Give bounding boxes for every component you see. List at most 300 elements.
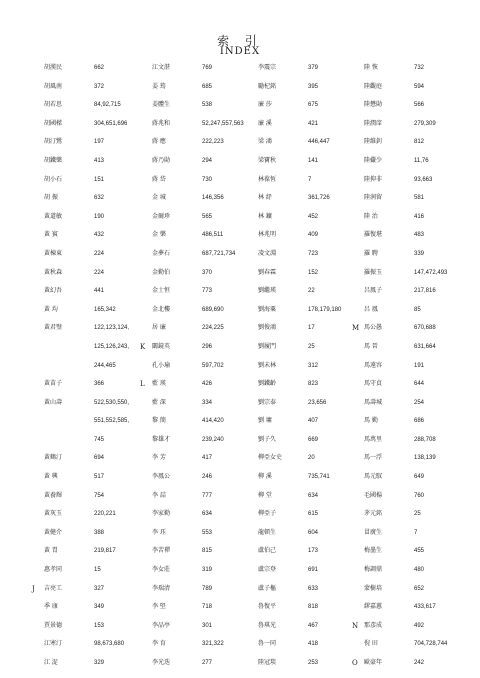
page-title: 索 引	[217, 34, 263, 48]
entry-name: 梅墨生	[364, 547, 383, 555]
entry-pages: 662	[94, 65, 105, 71]
index-column-1	[32, 64, 156, 678]
entry-pages: 98,673,680	[94, 641, 125, 648]
entry-name: 李品亭	[152, 621, 171, 629]
entry-name: 黃秋森	[44, 268, 63, 276]
entry-pages: 138,139	[414, 455, 436, 462]
entry-name: 陸懋勛	[364, 101, 383, 109]
entry-name: 馬守貞	[364, 380, 383, 388]
entry-pages: 17	[308, 325, 315, 332]
index-entry	[152, 250, 264, 269]
entry-pages: 153	[94, 622, 105, 629]
entry-name: 柳亞子	[258, 510, 277, 518]
entry-pages: 565	[202, 213, 213, 220]
entry-pages: 239,240	[202, 436, 224, 443]
entry-pages: 644	[414, 381, 425, 388]
index-entry	[152, 213, 264, 232]
entry-pages: 818	[308, 604, 319, 611]
entry-name: 盧宗登	[258, 566, 277, 574]
index-entry	[152, 510, 264, 529]
entry-pages: 253	[308, 660, 319, 666]
entry-name: 毛國楊	[364, 491, 383, 499]
entry-pages: 414,420	[202, 418, 224, 425]
entry-name: 林 鑛	[258, 212, 272, 220]
entry-name: 李 堅	[152, 603, 166, 611]
entry-pages: 294	[202, 157, 213, 164]
entry-name: 呂 鳳	[364, 305, 378, 313]
index-entry	[152, 566, 264, 585]
entry-pages: 190	[94, 213, 105, 220]
index-entry	[152, 64, 264, 83]
index-entry	[258, 213, 370, 232]
entry-pages: 670,688	[414, 325, 436, 332]
entry-name: 黎 簡	[152, 417, 166, 425]
entry-pages: 25	[308, 343, 315, 350]
entry-name: 黃棟東	[44, 249, 63, 257]
index-entry	[44, 622, 156, 641]
entry-name: 黃養輝	[44, 491, 63, 499]
entry-name: 藍 瑛	[152, 380, 166, 388]
index-entry	[44, 83, 156, 102]
entry-name: 胡小石	[44, 175, 63, 183]
index-entry	[258, 380, 370, 399]
entry-name: 梁 鴻	[258, 138, 272, 146]
index-column-4	[352, 64, 476, 678]
entry-pages: 433,617	[414, 604, 436, 611]
index-entry	[258, 473, 370, 492]
entry-name: 李家勤	[152, 510, 171, 518]
index-entry	[258, 436, 370, 455]
entry-name: 劉繼瑛	[258, 287, 277, 295]
index-entry	[364, 83, 476, 102]
index-entry	[364, 454, 476, 473]
entry-name: 黃幻吾	[44, 287, 63, 295]
entry-pages: 686	[414, 418, 425, 425]
entry-pages: 279,309	[414, 120, 436, 127]
entry-pages: 486,511	[202, 232, 224, 239]
entry-pages: 634	[308, 492, 319, 499]
entry-pages: 327	[94, 585, 105, 592]
entry-name: 梅調鼎	[364, 566, 383, 574]
entry-pages: 685	[202, 83, 213, 90]
entry-pages: 633	[308, 585, 319, 592]
index-entry	[258, 492, 370, 511]
entry-pages: 416	[414, 213, 425, 220]
index-entry	[44, 306, 156, 325]
index-entry	[44, 659, 156, 678]
entry-name: 魯琪光	[258, 621, 277, 629]
index-entry	[152, 231, 264, 250]
entry-name: 江 浞	[44, 659, 58, 666]
entry-name: 黃灰玉	[44, 510, 63, 518]
index-entry	[258, 120, 370, 139]
entry-name: 李鳳公	[152, 473, 171, 481]
index-entry	[258, 417, 370, 436]
entry-name: 羅復堪	[364, 231, 383, 239]
entry-name: 劉履門	[258, 342, 277, 350]
index-entry	[258, 454, 370, 473]
index-entry	[44, 603, 156, 622]
entry-name: 黃苗子	[44, 380, 63, 388]
index-entry	[152, 622, 264, 641]
entry-pages: 339	[414, 250, 425, 257]
index-entry	[152, 454, 264, 473]
index-entry	[152, 194, 264, 213]
entry-pages: 467	[308, 622, 319, 629]
entry-pages: 522,530,550,	[94, 399, 130, 406]
entry-name: 廉 莎	[258, 101, 272, 109]
entry-name: 陸儼少	[364, 156, 383, 164]
entry-pages: 254	[414, 399, 425, 406]
index-entry	[364, 399, 476, 418]
entry-pages: 823	[308, 381, 319, 388]
entry-pages: 224	[94, 250, 105, 257]
index-entry	[152, 101, 264, 120]
entry-name: 羅振玉	[364, 268, 383, 276]
entry-pages: 25	[414, 511, 421, 518]
entry-pages: 288,708	[414, 436, 436, 443]
entry-pages: 165,342	[94, 306, 116, 313]
index-entry	[44, 194, 156, 213]
entry-pages: 301	[202, 622, 213, 629]
entry-name: 歐豪年	[364, 659, 383, 666]
index-entry	[152, 492, 264, 511]
entry-name: 黃君璧	[44, 324, 63, 332]
section-letter: N	[352, 621, 359, 630]
entry-name: 馬遠容	[364, 361, 383, 369]
entry-pages: 146,356	[202, 195, 224, 202]
page-subtitle: INDEX	[219, 46, 261, 57]
entry-name: 黃 胄	[44, 547, 58, 555]
entry-pages: 669	[308, 436, 319, 443]
index-entry	[152, 640, 264, 659]
index-entry	[258, 529, 370, 548]
index-entry	[44, 324, 156, 343]
index-entry	[44, 640, 156, 659]
entry-name: 馬壽城	[364, 398, 383, 406]
index-entry	[32, 584, 156, 604]
index-entry	[152, 120, 264, 139]
entry-pages: 20	[308, 455, 315, 462]
entry-pages: 370	[202, 269, 213, 276]
entry-pages: 197	[94, 139, 105, 146]
entry-name: 冒廣生	[364, 528, 383, 536]
entry-pages: 217,816	[414, 288, 436, 295]
index-entry	[364, 213, 476, 232]
entry-pages: 691	[308, 567, 319, 574]
index-entry	[258, 138, 370, 157]
entry-name: 李光迭	[152, 659, 171, 666]
entry-name: 柳亞女史	[258, 454, 283, 462]
index-entry	[44, 101, 156, 120]
index-entry	[364, 138, 476, 157]
index-entry	[152, 585, 264, 604]
entry-name: 胡國樑	[44, 119, 63, 127]
entry-pages: 773	[202, 288, 213, 295]
entry-name: 賈景德	[44, 621, 63, 629]
entry-pages: 492	[414, 622, 425, 629]
entry-name: 李 芳	[152, 454, 166, 462]
entry-name: 蒙樹培	[364, 584, 383, 592]
entry-pages: 122,123,124,	[94, 325, 130, 332]
entry-pages: 632	[94, 195, 105, 202]
entry-name: 那彥成	[364, 621, 383, 629]
entry-name: 闞鏡英	[152, 342, 171, 350]
entry-pages: 15	[94, 567, 101, 574]
entry-name: 胡漢民	[44, 64, 63, 71]
entry-pages: 421	[308, 120, 319, 127]
entry-pages: 296	[202, 343, 213, 350]
entry-name: 盧子樞	[258, 584, 277, 592]
index-entry	[258, 287, 370, 306]
index-entry	[364, 473, 476, 492]
entry-pages: 220,221	[94, 511, 116, 518]
index-entry	[152, 547, 264, 566]
entry-pages: 321,322	[202, 641, 224, 648]
entry-pages: 244,465	[94, 362, 116, 369]
index-entry	[44, 566, 156, 585]
entry-pages: 413	[94, 157, 105, 164]
entry-name: 魯復平	[258, 603, 277, 611]
entry-name: 吉亮工	[44, 584, 63, 592]
entry-pages: 446,447	[308, 139, 330, 146]
index-entry	[152, 138, 264, 157]
index-entry	[258, 269, 370, 288]
index-entry	[44, 399, 156, 418]
entry-name: 劉 墉	[258, 417, 272, 425]
entry-pages: 615	[308, 511, 319, 518]
index-entry	[352, 324, 476, 343]
entry-pages: 551,552,585,	[94, 418, 130, 425]
entry-pages: 242	[414, 660, 425, 666]
index-entry	[140, 342, 264, 362]
entry-name: 黃 賓	[44, 231, 58, 239]
entry-pages: 649	[414, 474, 425, 481]
entry-pages: 718	[202, 604, 213, 611]
entry-pages: 366	[94, 381, 105, 388]
entry-pages: 372	[94, 83, 105, 90]
index-entry	[364, 176, 476, 195]
index-entry	[152, 399, 264, 418]
index-entry	[44, 492, 156, 511]
entry-name: 李 育	[152, 640, 166, 648]
entry-name: 藍 深	[152, 398, 166, 406]
entry-name: 呂鳳子	[364, 287, 383, 295]
entry-name: 凌文淵	[258, 249, 277, 257]
index-entry	[364, 640, 476, 659]
entry-pages: 141	[308, 157, 319, 164]
index-entry	[152, 287, 264, 306]
entry-pages: 517	[94, 474, 105, 481]
entry-pages: 125,126,243,	[94, 343, 130, 350]
index-entry	[258, 585, 370, 604]
index-entry	[44, 417, 156, 436]
index-entry	[364, 566, 476, 585]
entry-name: 黃鶴汀	[44, 454, 63, 462]
entry-pages: 224	[94, 269, 105, 276]
entry-name: 劉海粟	[258, 305, 277, 313]
index-entry	[258, 640, 370, 659]
entry-pages: 730	[202, 176, 213, 183]
entry-name: 陸 治	[364, 212, 378, 220]
entry-name: 劉宗泰	[258, 398, 277, 406]
index-entry	[44, 157, 156, 176]
entry-name: 劉俊鴻	[258, 324, 277, 332]
index-entry	[258, 362, 370, 381]
entry-name: 金北樓	[152, 305, 171, 313]
entry-pages: 349	[94, 604, 105, 611]
index-entry	[364, 510, 476, 529]
entry-pages: 594	[414, 83, 425, 90]
index-entry	[364, 120, 476, 139]
entry-name: 金勤伯	[152, 268, 171, 276]
entry-pages: 432	[94, 232, 105, 239]
entry-pages: 754	[94, 492, 105, 499]
entry-name: 倪 田	[364, 640, 378, 648]
index-entry	[44, 547, 156, 566]
entry-pages: 7	[308, 176, 312, 183]
entry-name: 繆嘉蕙	[364, 603, 383, 611]
index-entry	[258, 510, 370, 529]
entry-pages: 178,179,180	[308, 306, 342, 313]
entry-pages: 85	[414, 306, 421, 313]
index-entry	[152, 83, 264, 102]
index-entry	[364, 269, 476, 288]
index-entry	[152, 269, 264, 288]
entry-name: 陸 恢	[364, 64, 378, 71]
index-entry	[364, 547, 476, 566]
index-entry	[152, 603, 264, 622]
entry-name: 姜 筠	[152, 82, 166, 90]
entry-name: 陸冠琰	[258, 659, 277, 666]
entry-pages: 675	[308, 102, 319, 109]
entry-name: 李女莊	[152, 566, 171, 574]
index-entry	[258, 64, 370, 83]
entry-pages: 789	[202, 585, 213, 592]
index-entry	[364, 231, 476, 250]
entry-pages: 246	[202, 474, 213, 481]
index-entry	[258, 343, 370, 362]
entry-name: 黎雄才	[152, 435, 171, 443]
index-entry	[44, 64, 156, 83]
entry-name: 黃 均	[44, 305, 58, 313]
entry-name: 蔣乃勛	[152, 156, 171, 164]
entry-name: 李震宗	[258, 64, 277, 71]
entry-name: 劉子久	[258, 435, 277, 443]
entry-pages: 84,92,715	[94, 102, 121, 109]
index-entry	[258, 603, 370, 622]
index-entry	[364, 380, 476, 399]
entry-pages: 455	[414, 548, 425, 555]
entry-pages: 418	[308, 641, 319, 648]
entry-pages: 7	[414, 529, 418, 536]
index-entry	[364, 436, 476, 455]
index-entry	[364, 603, 476, 622]
entry-pages: 480	[414, 567, 425, 574]
entry-pages: 452	[308, 213, 319, 220]
entry-pages: 777	[202, 492, 213, 499]
index-entry	[44, 362, 156, 381]
entry-name: 金士恒	[152, 287, 171, 295]
entry-name: 胡 振	[44, 194, 58, 202]
index-entry	[258, 101, 370, 120]
entry-pages: 812	[414, 139, 425, 146]
entry-pages: 361,726	[308, 195, 330, 202]
entry-name: 蔣 岱	[152, 175, 166, 183]
entry-pages: 652	[414, 585, 425, 592]
index-entry	[364, 343, 476, 362]
entry-name: 陸觀庭	[364, 82, 383, 90]
index-entry	[364, 417, 476, 436]
entry-name: 馬萬里	[364, 435, 383, 443]
index-entry	[152, 436, 264, 455]
entry-name: 李 珏	[152, 528, 166, 536]
entry-pages: 538	[202, 102, 213, 109]
entry-name: 柳 溪	[258, 473, 272, 481]
entry-name: 黃道敏	[44, 212, 63, 220]
entry-pages: 417	[202, 455, 213, 462]
entry-name: 馬 晉	[364, 342, 378, 350]
index-entry	[258, 194, 370, 213]
index-entry	[258, 250, 370, 269]
entry-name: 胡汀鷺	[44, 138, 63, 146]
entry-name: 李瑞清	[152, 584, 171, 592]
index-entry	[364, 194, 476, 213]
entry-pages: 483	[414, 232, 425, 239]
entry-pages: 334	[202, 399, 213, 406]
entry-name: 李苦禪	[152, 547, 171, 555]
entry-name: 盧伯己	[258, 547, 277, 555]
entry-name: 金 樂	[152, 231, 166, 239]
entry-pages: 409	[308, 232, 319, 239]
entry-name: 陸抑非	[364, 175, 383, 183]
entry-pages: 769	[202, 65, 213, 71]
entry-pages: 152	[308, 269, 319, 276]
index-entry	[44, 231, 156, 250]
entry-pages: 329	[94, 660, 105, 666]
entry-name: 陸潤庠	[364, 119, 383, 127]
entry-pages: 23,656	[308, 399, 327, 406]
entry-pages: 147,472,493	[414, 269, 448, 276]
entry-name: 羅 聘	[364, 249, 378, 257]
entry-name: 陸維釗	[364, 138, 383, 146]
index-entry	[352, 659, 476, 678]
index-entry	[44, 473, 156, 492]
entry-name: 陸润留	[364, 194, 383, 202]
entry-pages: 304,651,696	[94, 120, 128, 127]
entry-pages: 222,223	[202, 139, 224, 146]
index-entry	[44, 529, 156, 548]
index-entry	[258, 547, 370, 566]
entry-pages: 191	[414, 362, 425, 369]
entry-name: 柳 堂	[258, 491, 272, 499]
index-entry	[364, 362, 476, 381]
entry-name: 胡若思	[44, 101, 63, 109]
entry-name: 黃健介	[44, 528, 63, 536]
entry-pages: 277	[202, 660, 213, 666]
index-entry	[152, 324, 264, 343]
entry-name: 金 城	[152, 194, 166, 202]
entry-name: 林葆恆	[258, 175, 277, 183]
index-entry	[258, 157, 370, 176]
index-entry	[364, 250, 476, 269]
index-entry	[44, 138, 156, 157]
entry-pages: 732	[414, 65, 425, 71]
index-entry	[258, 399, 370, 418]
index-entry	[44, 213, 156, 232]
index-entry	[44, 454, 156, 473]
entry-name: 孔小瑜	[152, 361, 171, 369]
